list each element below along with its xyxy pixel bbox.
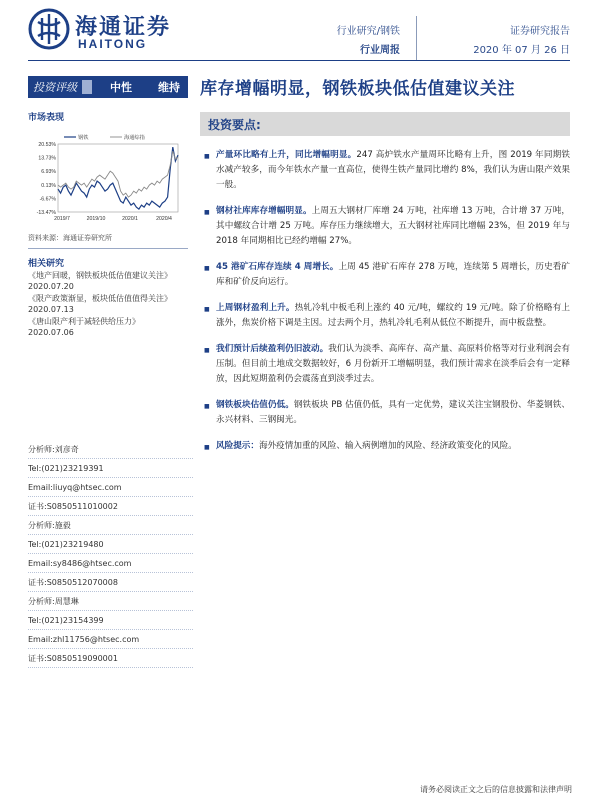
analyst-name: 分析师:刘彦奇 [28, 440, 193, 459]
report-title: 库存增幅明显，钢铁板块低估值建议关注 [200, 79, 515, 99]
analyst-email[interactable]: Email:sy8486@htsec.com [28, 554, 193, 573]
analyst-email[interactable]: Email:zhl11756@htsec.com [28, 630, 193, 649]
rating-label: 投资评级 [33, 81, 77, 94]
key-point [204, 301, 570, 331]
key-point-lead: 产量环比略有上升，同比增幅明显。 [216, 150, 357, 160]
related-research-heading: 相关研究 [28, 259, 65, 269]
x-tick-label: 2020/1 [122, 216, 138, 222]
header-divider [416, 16, 417, 60]
rating-value: 中性 [110, 81, 132, 94]
haitong-logo-icon [28, 8, 70, 50]
analyst-phone: Tel:(021)23154399 [28, 611, 193, 630]
investment-rating [28, 76, 188, 98]
analyst-license: 证书:S0850511010002 [28, 497, 193, 516]
logo-chinese-name: 海通证券 [75, 14, 172, 40]
y-tick-label: -6.67% [39, 196, 56, 203]
series-line-haitong-index [58, 151, 178, 197]
key-point-lead: 风险提示： [216, 441, 259, 451]
bullet-icon: ■ [204, 347, 210, 354]
key-point-text: 钢铁板块 PB 估值仍低，具有一定优势，建议关注宝钢股份、华菱钢铁、永兴材料、三钢闽光。 [216, 400, 570, 425]
haitong-logo [28, 8, 188, 54]
key-points-heading: 投资要点: [208, 118, 261, 132]
key-point-lead: 钢材社库库存增幅明显。 [216, 206, 312, 216]
legend-label: 钢铁 [78, 135, 89, 141]
related-report-date: 2020.07.13 [28, 305, 74, 314]
key-point [204, 398, 570, 428]
bullet-icon: ■ [204, 403, 210, 410]
bullet-icon: ■ [204, 444, 210, 451]
key-point [204, 342, 570, 387]
key-point-text: 热轧冷轧中板毛利上涨约 40 元/吨，螺纹约 19 元/吨。除了价格略有上涨外，焦炭价格下调是主因。过去两个月，热轧冷轧毛利从低位不断提升，而中板盘整。 [216, 303, 570, 328]
related-report-title[interactable]: 《地产回暖，钢铁板块低估值建议关注》 [28, 271, 172, 280]
market-performance-chart [26, 132, 186, 224]
analyst-name: 分析师:周慧琳 [28, 592, 193, 611]
y-tick-label: 6.93% [41, 169, 56, 176]
market-performance-heading: 市场表现 [28, 113, 65, 123]
x-tick-label: 2020/4 [156, 216, 172, 222]
key-point [204, 148, 570, 193]
x-tick-label: 2019/7 [54, 216, 70, 222]
y-tick-label: 13.73% [38, 155, 56, 162]
bullet-icon: ■ [204, 265, 210, 272]
related-report-title[interactable]: 《限产政策渐显，板块低估值值得关注》 [28, 294, 172, 303]
y-tick-label: -13.47% [36, 210, 56, 216]
section-divider [28, 248, 188, 249]
series-line-steel [58, 147, 178, 209]
report-category: 行业研究/钢铁 [336, 26, 400, 37]
analyst-contacts [28, 440, 193, 668]
key-point-text: 海外疫情加重的风险、输入病例增加的风险、经济政策变化的风险。 [258, 441, 517, 451]
key-point-text: 247 高炉铁水产量周环比略有上升，图 2019 年同期铁水减产较多，而今年铁水产量一直高位，使得生铁产量同比增约 8%，我们认为唐山限产效果一般。 [216, 150, 570, 190]
logo-english-name: HAITONG [78, 37, 148, 51]
rating-divider [82, 80, 92, 94]
analyst-phone: Tel:(021)23219480 [28, 535, 193, 554]
key-point-lead: 上周钢材盈利上升。 [216, 303, 295, 313]
report-date: 2020 年 07 月 26 日 [473, 45, 570, 56]
footer-disclaimer: 请务必阅读正文之后的信息披露和法律声明 [420, 785, 572, 794]
key-point-text: 上周 45 港矿石库存 278 万吨，连续第 5 周增长，历史看矿库和矿价反向运行。 [216, 262, 570, 287]
y-tick-label: 20.53% [38, 142, 56, 148]
analyst-name: 分析师:施毅 [28, 516, 193, 535]
rating-action: 维持 [158, 81, 180, 94]
bullet-icon: ■ [204, 306, 210, 313]
header-rule [28, 60, 570, 61]
report-type: 证券研究报告 [510, 26, 570, 37]
related-report-title[interactable]: 《唐山限产利于减轻供给压力》 [28, 317, 140, 326]
analyst-license: 证书:S0850519090001 [28, 649, 193, 668]
analyst-email[interactable]: Email:liuyq@htsec.com [28, 478, 193, 497]
key-point [204, 204, 570, 249]
related-report-date: 2020.07.20 [28, 282, 74, 291]
chart-frame [58, 144, 178, 212]
key-point-lead: 我们预计后续盈利仍旧波动。 [216, 344, 329, 354]
x-tick-label: 2019/10 [86, 216, 106, 222]
report-series: 行业周报 [360, 45, 400, 56]
chart-source: 资料来源：海通证券研究所 [28, 234, 112, 242]
analyst-phone: Tel:(021)23219391 [28, 459, 193, 478]
key-point-lead: 45 港矿石库存连续 4 周增长。 [216, 262, 339, 272]
key-point [204, 439, 570, 454]
key-point-lead: 钢铁板块估值仍低。 [216, 400, 294, 410]
key-point-text: 我们认为淡季、高库存、高产量、高原料价格等对行业利润会有压制。但目前土地成交数据较好，6 月份新开工增幅明显，我们预计需求在淡季后会有一定释放，因此短期盈利仍会震荡直到淡季过去。 [216, 344, 570, 384]
analyst-license: 证书:S0850512070008 [28, 573, 193, 592]
bullet-icon: ■ [204, 153, 210, 160]
key-point [204, 260, 570, 290]
key-point-text: 上周五大钢材厂库增 24 万吨，社库增 13 万吨，合计增 37 万吨，其中螺纹合计增 25 万吨。库存压力继续增大，五大钢材社库同比增幅 23%，但 2019 年与 2018 年同期相比已经约增幅 27%。 [216, 206, 570, 246]
related-report-date: 2020.07.06 [28, 328, 74, 337]
related-research-list [28, 270, 193, 339]
bullet-icon: ■ [204, 209, 210, 216]
key-points-header [200, 112, 570, 136]
key-points-list [204, 148, 570, 465]
y-tick-label: 0.13% [41, 182, 56, 189]
legend-label: 海通综指 [124, 135, 145, 141]
